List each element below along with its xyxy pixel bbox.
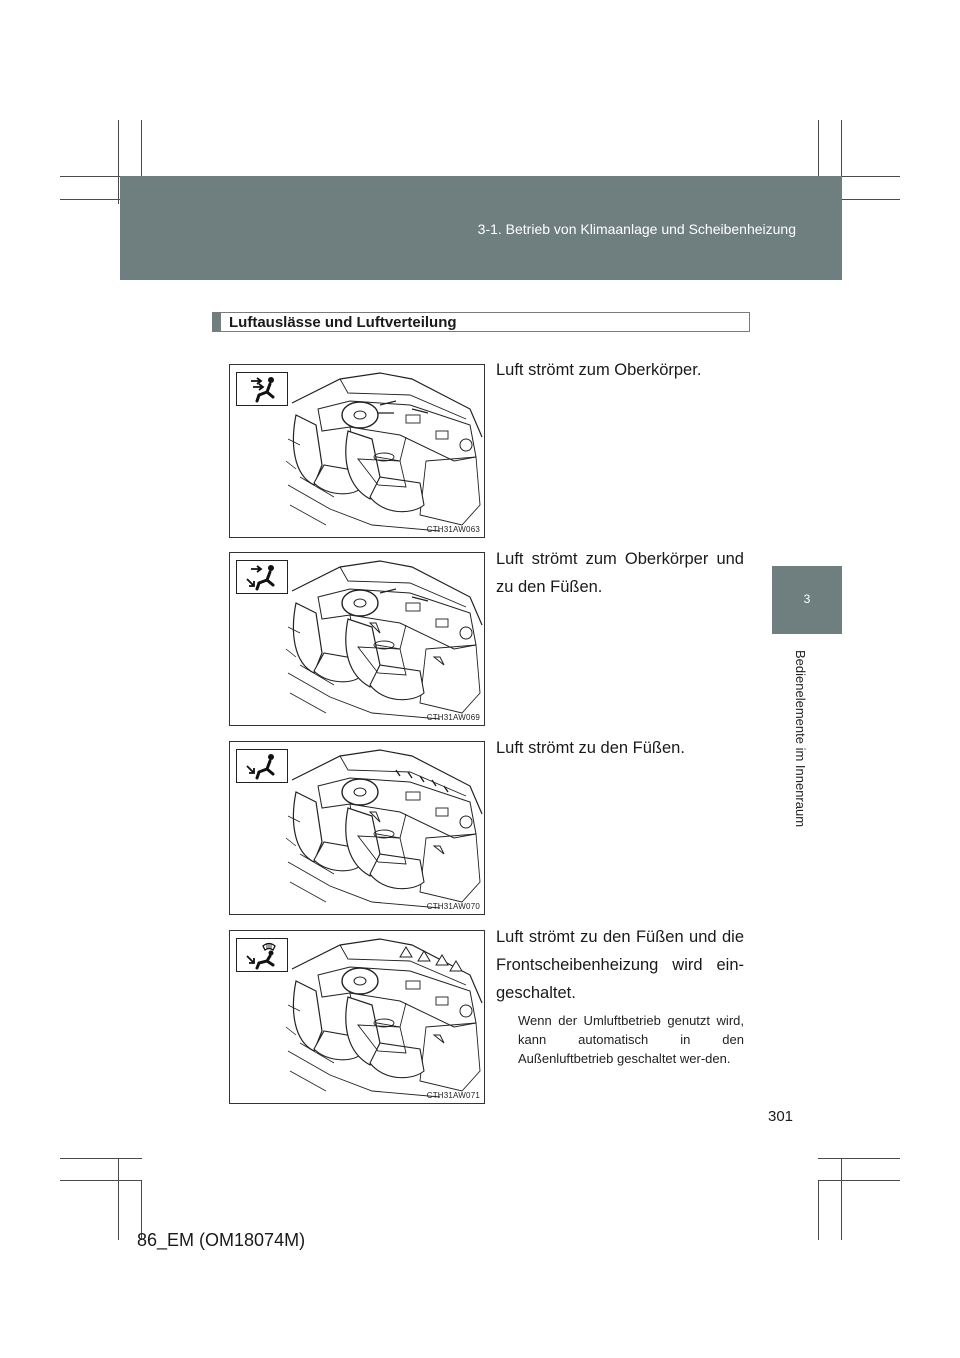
image-code: CTH31AW069 xyxy=(426,713,480,722)
chapter-number: 3 xyxy=(803,592,811,606)
crop-mark xyxy=(118,120,119,204)
car-interior-illustration xyxy=(230,365,485,538)
section-header xyxy=(212,312,750,332)
car-interior-illustration xyxy=(230,742,485,915)
mode-description: Luft strömt zum Oberkörper. xyxy=(496,361,702,379)
crop-mark xyxy=(60,1158,142,1159)
crop-mark xyxy=(818,1158,900,1159)
mode-description: Luft strömt zum Oberkörper und zu den Füßen. xyxy=(496,550,744,596)
chapter-side-label: Bedienelemente im Innenraum xyxy=(793,650,808,828)
document-code: 86_EM (OM18074M) xyxy=(137,1230,306,1250)
car-interior-illustration xyxy=(230,553,485,726)
figure-feet-defrost-mode xyxy=(229,930,485,1104)
figure-bilevel-mode xyxy=(229,552,485,726)
mode-description: Luft strömt zu den Füßen und die Frontscheibenheizung wird ein-geschaltet. xyxy=(496,928,744,1002)
image-code: CTH31AW071 xyxy=(426,1091,480,1100)
crop-mark xyxy=(818,1180,900,1181)
mode-description: Luft strömt zu den Füßen. xyxy=(496,739,685,757)
car-interior-illustration xyxy=(230,931,485,1104)
crop-mark xyxy=(818,1180,819,1240)
mode-note: Wenn der Umluftbetrieb genutzt wird, kann automatisch in den Außenluftbetrieb geschaltet wer-den. xyxy=(518,1013,744,1066)
crop-mark xyxy=(118,1158,119,1240)
figure-feet-mode xyxy=(229,741,485,915)
chapter-tab xyxy=(772,566,842,634)
chapter-title: 3-1. Betrieb von Klimaanlage und Scheibenheizung xyxy=(477,221,796,237)
crop-mark xyxy=(841,1158,842,1240)
figure-face-mode xyxy=(229,364,485,538)
chapter-header xyxy=(120,176,842,280)
image-code: CTH31AW063 xyxy=(426,525,480,534)
section-marker xyxy=(213,313,221,331)
page-number: 301 xyxy=(768,1108,794,1125)
image-code: CTH31AW070 xyxy=(426,902,480,911)
section-title: Luftauslässe und Luftverteilung xyxy=(229,314,457,331)
crop-mark xyxy=(60,1180,142,1181)
